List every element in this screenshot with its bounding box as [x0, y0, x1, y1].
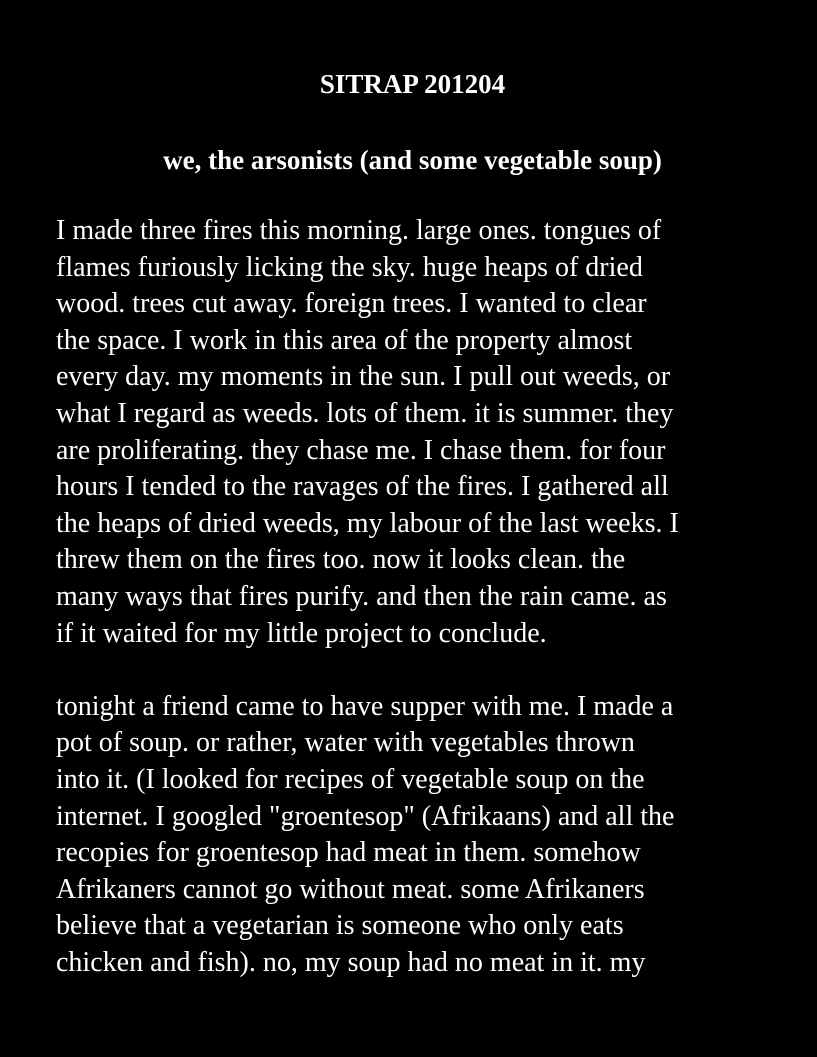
paragraph-2-line-2: pot of soup. or rather, water with vegetables thrown — [56, 727, 635, 759]
paragraph-1-line-7: are proliferating. they chase me. I chase them. for four — [56, 434, 666, 466]
paragraph-1-line-11: many ways that fires purify. and then the rain came. as — [56, 580, 667, 612]
paragraph-1-line-8: hours I tended to the ravages of the fires. I gathered all — [56, 471, 669, 503]
document-title: SITRAP 201204 — [319, 69, 506, 99]
paragraph-1-line-12: if it waited for my little project to conclude. — [56, 617, 547, 649]
paragraph-2-line-3: into it. (I looked for recipes of vegetable soup on the — [56, 763, 645, 795]
paragraph-1-line-2: flames furiously licking the sky. huge heaps of dried — [56, 251, 643, 283]
paragraph-1-line-9: the heaps of dried weeds, my labour of the last weeks. I — [56, 507, 679, 539]
paragraph-1-line-10: threw them on the fires too. now it looks clean. the — [56, 544, 626, 576]
paragraph-break — [56, 652, 796, 689]
paragraph-2-line-4: internet. I googled "groentesop" (Afrikaans) and all the — [56, 800, 675, 832]
paragraph-1-line-3: wood. trees cut away. foreign trees. I wanted to clear — [56, 288, 647, 320]
paragraph-2-line-7: believe that a vegetarian is someone who only eats — [56, 910, 624, 942]
paragraph-2-line-8: chicken and fish). no, my soup had no meat in it. my — [56, 946, 646, 978]
document-body — [56, 213, 796, 981]
paragraph-1-line-6: what I regard as weeds. lots of them. it is summer. they — [56, 397, 674, 429]
document-subtitle: we, the arsonists (and some vegetable soup) — [163, 145, 662, 175]
paragraph-1-line-5: every day. my moments in the sun. I pull out weeds, or — [56, 361, 671, 393]
paragraph-2-line-1: tonight a friend came to have supper with me. I made a — [56, 690, 674, 722]
paragraph-1-line-1: I made three fires this morning. large ones. tongues of — [56, 215, 662, 246]
paragraph-1-line-4: the space. I work in this area of the property almost — [56, 324, 633, 356]
paragraph-2-line-5: recopies for groentesop had meat in them. somehow — [56, 837, 641, 869]
paragraph-2-line-6: Afrikaners cannot go without meat. some Afrikaners — [56, 873, 645, 905]
